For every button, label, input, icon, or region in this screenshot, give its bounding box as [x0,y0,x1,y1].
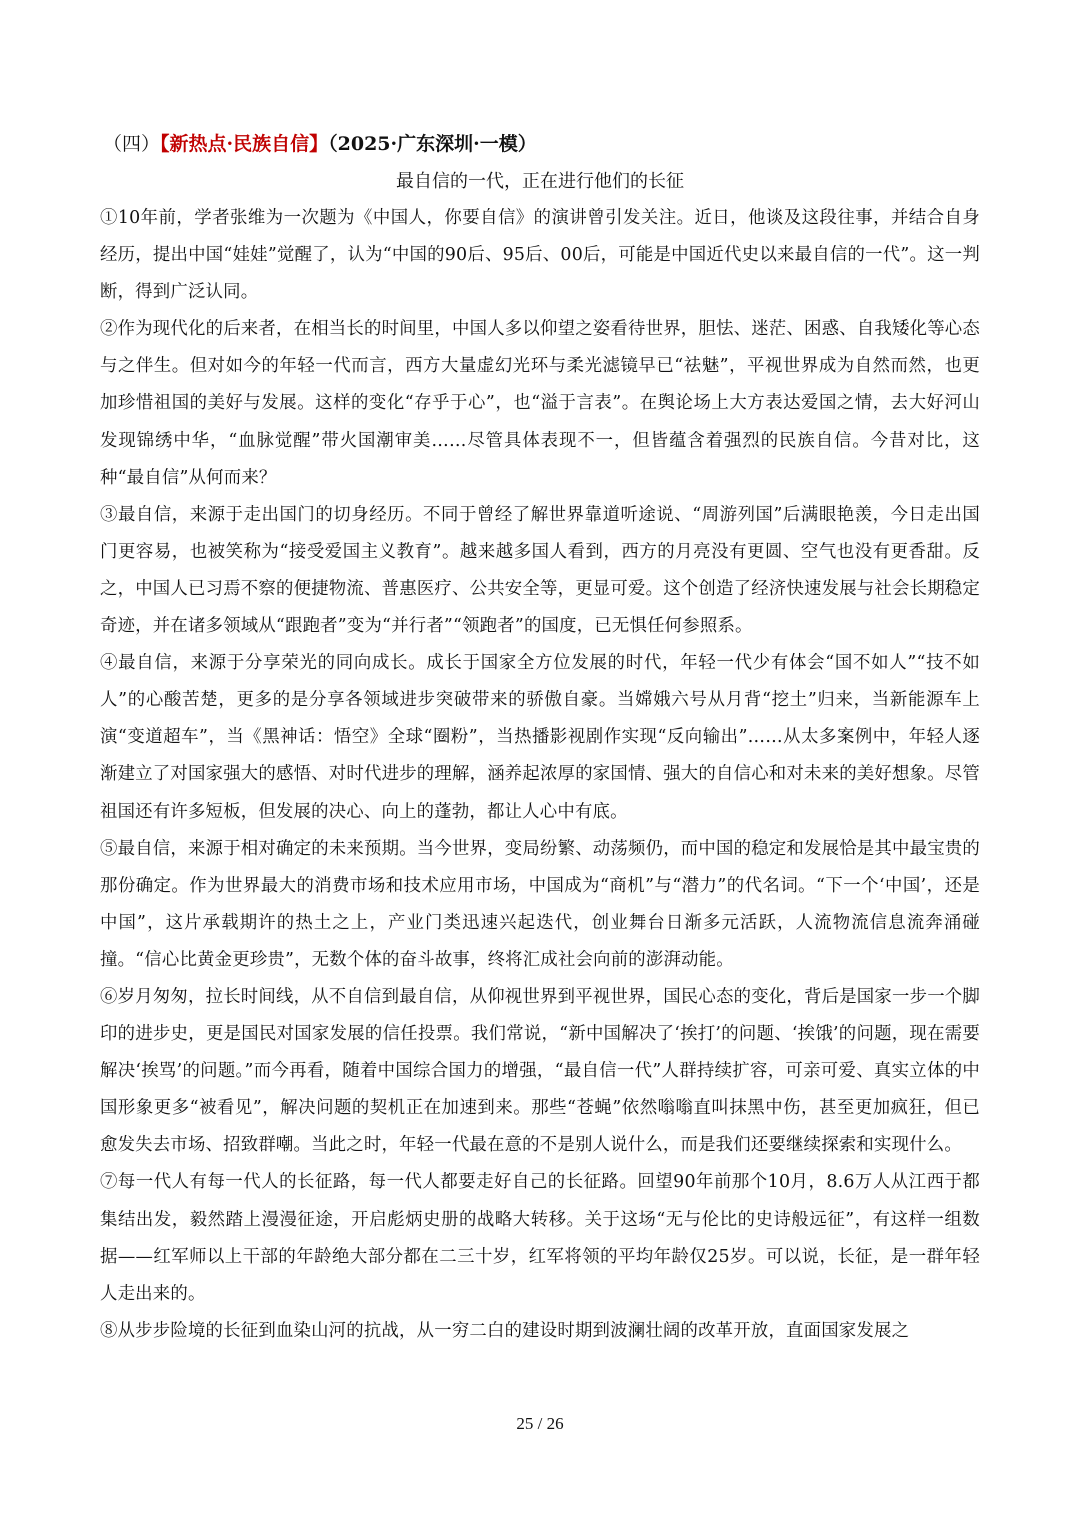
paragraph-3: ③最自信，来源于走出国门的切身经历。不同于曾经了解世界靠道听途说、“周游列国”后满眼艳羡，今日走出国门更容易，也被笑称为“接受爱国主义教育”。越来越多国人看到，西方的月亮没有更圆、空气也没有更香甜。反之，中国人已习焉不察的便捷物流、普惠医疗、公共安全等，更显可爱。这个创造了经济快速发展与社会长期稳定奇迹，并在诸多领域从“跟跑者”变为“并行者”“领跑者”的国度，已无惧任何参照系。 [100,504,980,637]
source-label: （2025·广东深圳·一模） [328,133,537,155]
paragraph-4: ④最自信，来源于分享荣光的同向成长。成长于国家全方位发展的时代，年轻一代少有体会“国不如人”“技不如人”的心酸苦楚，更多的是分享各领域进步突破带来的骄傲自豪。当嫦娥六号从月背“挖土”归来，当新能源车上演“变道超车”，当《黑神话：悟空》全球“圈粉”，当热播影视剧作实现“反向输出”……从太多案例中，年轻人逐渐建立了对国家强大的感悟、对时代进步的理解，涵养起浓厚的家国情、强大的自信心和对未来的美好想象。尽管祖国还有许多短板，但发展的决心、向上的蓬勃，都让人心中有底。 [100,653,980,822]
paragraph-7: ⑦每一代人有每一代人的长征路，每一代人都要走好自己的长征路。回望90年前那个10月，8.6万人从江西于都集结出发，毅然踏上漫漫征途，开启彪炳史册的战略大转移。关于这场“无与伦比的史诗般远征”，有这样一组数据——红军师以上干部的年龄绝大部分都在二三十岁，红军将领的平均年龄仅25岁。可以说，长征，是一群年轻人走出来的。 [100,1172,980,1304]
topic-tag: 【新热点·民族自信】 [160,133,329,155]
section-number: （四） [103,133,161,155]
paragraph-8: ⑧从步步险境的长征到血染山河的抗战，从一穷二白的建设时期到波澜壮阔的改革开放，直面国家发展之 [100,1320,910,1341]
paragraph-5: ⑤最自信，来源于相对确定的未来预期。当今世界，变局纷繁、动荡频仍，而中国的稳定和发展恰是其中最宝贵的那份确定。作为世界最大的消费市场和技术应用市场，中国成为“商机”与“潜力”的代名词。“下一个‘中国’，还是中国”，这片承载期许的热土之上，产业门类迅速兴起迭代，创业舞台日渐多元活跃，人流物流信息流奔涌碰撞。“信心比黄金更珍贵”，无数个体的奋斗故事，终将汇成社会向前的澎湃动能。 [100,838,980,970]
paragraph-1: ①10年前，学者张维为一次题为《中国人，你要自信》的演讲曾引发关注。近日，他谈及这段往事，并结合自身经历，提出中国“娃娃”觉醒了，认为“中国的90后、95后、00后，可能是中国近代史以来最自信的一代”。这一判断，得到广泛认同。 [100,208,980,303]
paragraph-6: ⑥岁月匆匆，拉长时间线，从不自信到最自信，从仰视世界到平视世界，国民心态的变化，背后是国家一步一个脚印的进步史，更是国民对国家发展的信任投票。我们常说，“新中国解决了‘挨打’的问题、‘挨饿’的问题，现在需要解决‘挨骂’的问题。”而今再看，随着中国综合国力的增强，“最自信一代”人群持续扩容，可亲可爱、真实立体的中国形象更多“被看见”，解决问题的契机正在加速到来。那些“苍蝇”依然嗡嗡直叫抹黑中伤，甚至更加疯狂，但已愈发失去市场、招致群嘲。当此之时，年轻一代最在意的不是别人说什么，而是我们还要继续探索和实现什么。 [100,986,980,1156]
article-body [100,200,980,1350]
article-title: 最自信的一代，正在进行他们的长征 [396,171,684,192]
section-heading [103,130,537,158]
paragraph-2: ②作为现代化的后来者，在相当长的时间里，中国人多以仰望之姿看待世界，胆怯、迷茫、困惑、自我矮化等心态与之伴生。但对如今的年轻一代而言，西方大量虚幻光环与柔光滤镜早已“祛魅”，平视世界成为自然而然，也更加珍惜祖国的美好与发展。这样的变化“存乎于心”，也“溢于言表”。在舆论场上大方表达爱国之情，去大好河山发现锦绣中华，“血脉觉醒”带火国潮审美……尽管具体表现不一，但皆蕴含着强烈的民族自信。今昔对比，这种“最自信”从何而来？ [100,319,980,488]
page-number: 25 / 26 [516,1414,564,1433]
